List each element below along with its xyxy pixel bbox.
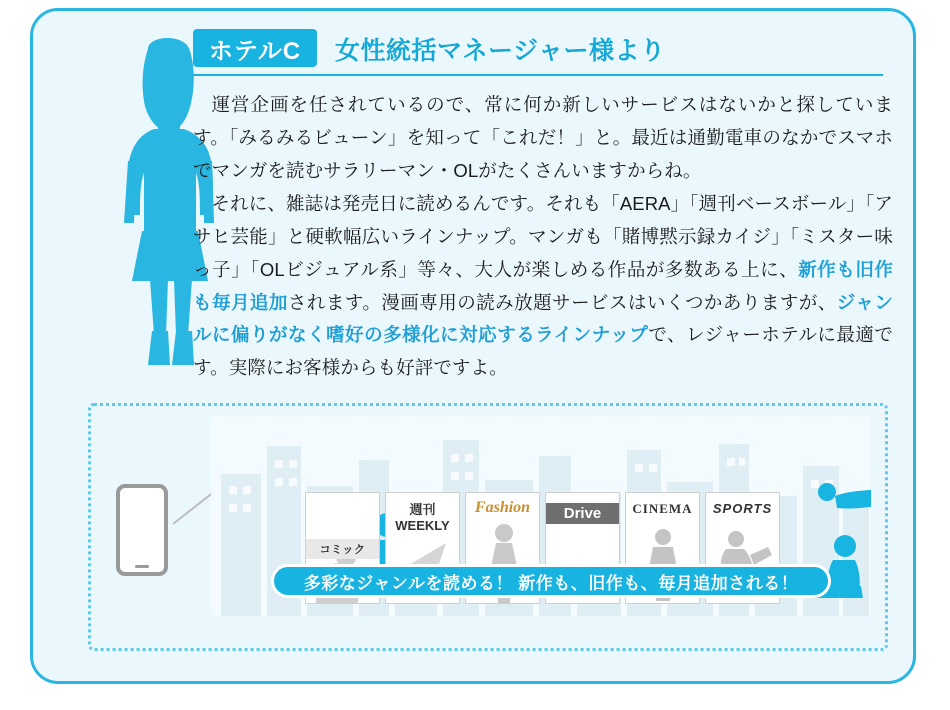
cover-drive-label: Drive bbox=[546, 503, 619, 524]
testimonial-body bbox=[193, 89, 893, 385]
paragraph-2-text-c: で、レジャーホテルに最適です。実際にお客様からも好評ですよ。 bbox=[193, 324, 893, 379]
cover-comic-label: コミック bbox=[306, 539, 379, 559]
highlight-2: ジャンルに偏りがなく嗜好の多様化に対応するラインナップ bbox=[193, 291, 893, 346]
cover-weekly-label: 週刊WEEKLY bbox=[395, 502, 450, 533]
header-divider bbox=[193, 74, 883, 76]
card-header bbox=[193, 29, 883, 77]
cover-sports-label: SPORTS bbox=[712, 501, 773, 516]
smartphone-icon bbox=[116, 484, 168, 576]
paragraph-1 bbox=[193, 89, 893, 188]
highlight-1: 新作も旧作も毎月追加 bbox=[193, 258, 893, 313]
paragraph-1-text: 運営企画を任されているので、常に何か新しいサービスはないかと探しています。「みるみるビューン」を知って「これだ！」と。最近は通勤電車のなかでスマホでマンガを読むサラリーマン・OLがたくさんいますからね。 bbox=[193, 94, 893, 181]
ribbon-callout: 多彩なジャンルを読める！ 新作も、旧作も、毎月追加される！ bbox=[271, 564, 831, 598]
paragraph-2-text-b: されます。漫画専用の読み放題サービスはいくつかありますが、 bbox=[287, 291, 837, 313]
paragraph-2 bbox=[193, 188, 893, 386]
page-title: 女性統括マネージャー様より bbox=[335, 37, 666, 65]
testimonial-card bbox=[30, 8, 916, 684]
cover-fashion-label: Fashion bbox=[474, 499, 531, 516]
paragraph-2-text-a: それに、雑誌は発売日に読めるんです。それも「AERA」「週刊ベースボール」「アサヒ芸能」と硬軟幅広いラインナップ。マンガも「賭博黙示録カイジ」「ミスター味っ子」「OLビジュアル系」等々、大人が楽しめる作品が多数ある上に、 bbox=[193, 192, 893, 280]
illustration-panel bbox=[88, 403, 888, 651]
cover-cinema-label: CINEMA bbox=[632, 501, 693, 516]
hotel-badge: ホテルC bbox=[193, 29, 317, 67]
